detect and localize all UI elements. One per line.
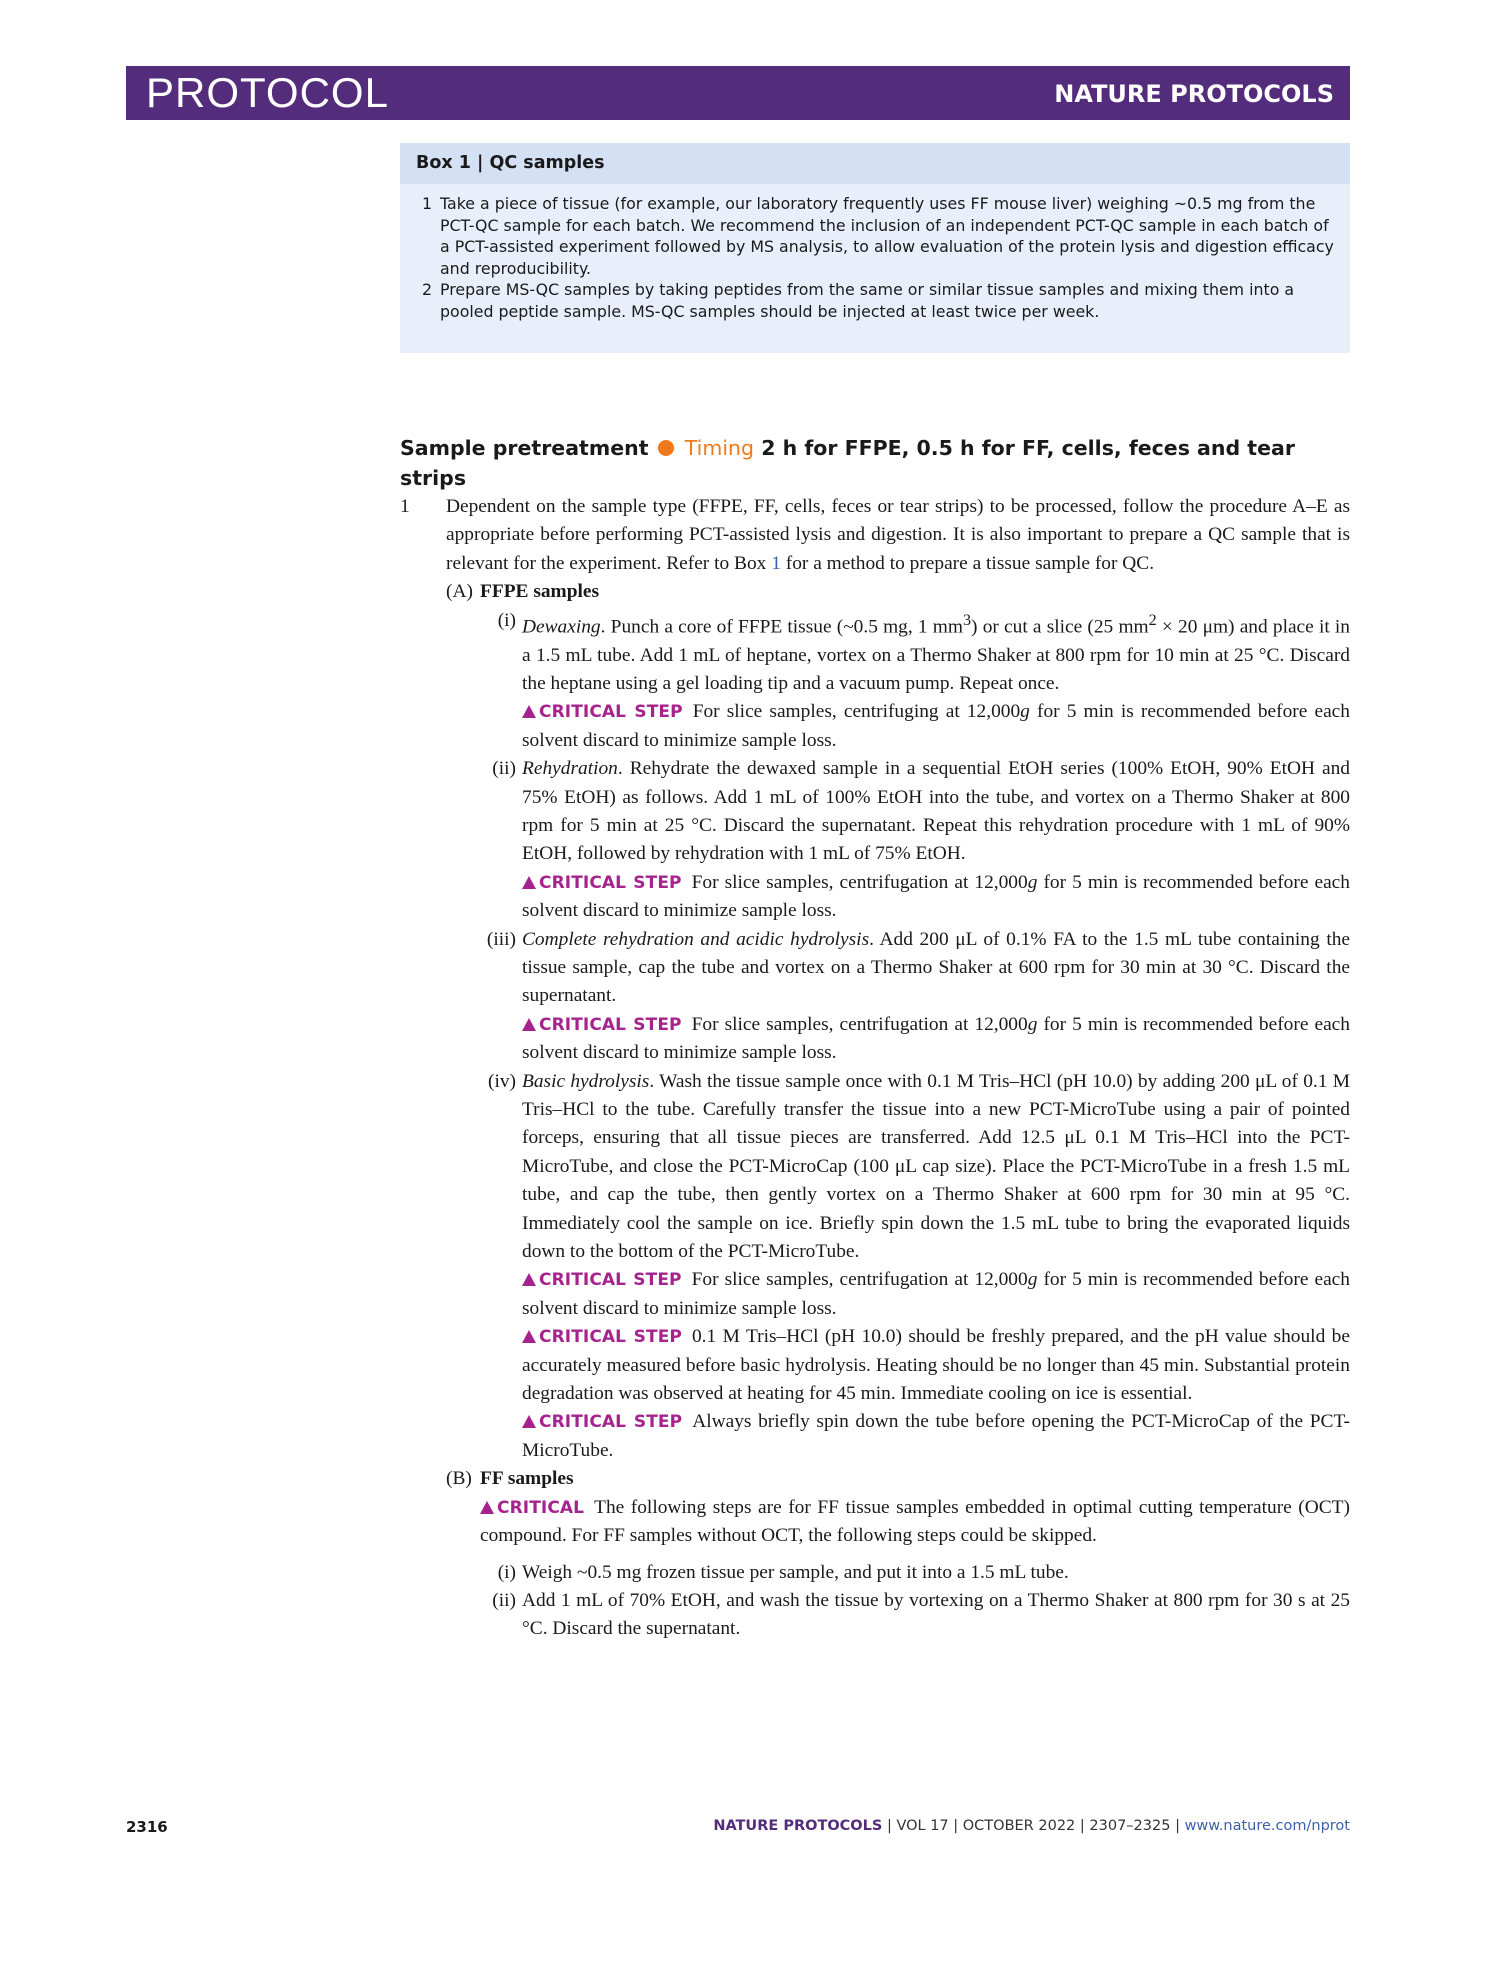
warning-triangle-icon xyxy=(522,1018,536,1031)
critical-text: Always briefly spin down the tube before opening the PCT-MicroCap of the PCT-MicroTube. xyxy=(522,1411,1350,1461)
warning-triangle-icon xyxy=(522,705,536,718)
timing-bullet-icon xyxy=(658,440,674,456)
critical-text: For slice samples, centrifuging at 12,000 xyxy=(692,701,1021,723)
substep-item xyxy=(446,926,1350,1068)
warning-triangle-icon xyxy=(522,1330,536,1343)
item-text: . Wash the tissue sample once with 0.1 M Tris–HCl (pH 10.0) by adding 200 μL of 0.1 M Tris–HCl to the tube. Carefully transfer the tissue into a new PCT-MicroTube using a pair of pointed forceps, ensuring that all tissue pieces are transferred. Add 12.5 μL 0.1 M Tris–HCl into the PCT-MicroTube, and close the PCT-MicroCap (100 μL cap size). Place the PCT-MicroTube in a fresh 1.5 mL tube, and cap the tube, then gently vortex on a Thermo Shaker at 600 rpm for 30 min at 95 °C. Immediately cool the sample on ice. Briefly spin down the 1.5 mL tube to bring the evaporated liquids down to the bottom of the PCT-MicroTube. xyxy=(522,1070,1350,1263)
item-number: (iii) xyxy=(486,928,516,950)
superscript: 2 xyxy=(1148,611,1157,629)
critical-text: For slice samples, centrifugation at 12,000 xyxy=(691,871,1028,893)
item-text: . Add 200 μL of 0.1% FA to the 1.5 mL tube containing the tissue sample, cap the tube and vortex on a Thermo Shaker at 600 rpm for 30 min at 30 °C. Discard the supernatant. xyxy=(522,928,1351,1007)
section-title: Sample pretreatment xyxy=(400,436,649,460)
critical-step-label: CRITICAL STEP xyxy=(522,1412,682,1432)
separator: | xyxy=(886,1818,892,1834)
critical-text: 0.1 M Tris–HCl (pH 10.0) should be freshly prepared, and the pH value should be accurately measured before basic hydrolysis. Heating should be no longer than 45 min. Substantial protein degradation was observed at heating for 45 min. Immediate cooling on ice is essential. xyxy=(522,1326,1350,1405)
warning-triangle-icon xyxy=(522,876,536,889)
substep-label: (B) xyxy=(446,1468,472,1490)
warning-triangle-icon xyxy=(480,1501,494,1514)
procedure-body xyxy=(400,433,1350,1644)
critical-step-label: CRITICAL STEP xyxy=(522,1327,682,1347)
critical-text: For slice samples, centrifugation at 12,000 xyxy=(691,1269,1028,1291)
box-item-number: 2 xyxy=(422,280,433,299)
journal-header-bar xyxy=(126,66,1350,120)
critical-note xyxy=(446,1494,1350,1551)
box-reference-link[interactable]: 1 xyxy=(771,552,781,574)
item-number: (ii) xyxy=(492,758,516,780)
critical-text: for 5 min is recommended before each solvent discard to minimize sample loss. xyxy=(522,1013,1350,1064)
item-number: (ii) xyxy=(492,1589,516,1611)
item-title: Dewaxing xyxy=(522,616,601,638)
box-item-number: 1 xyxy=(422,194,433,213)
item-text: Add 1 mL of 70% EtOH, and wash the tissue by vortexing on a Thermo Shaker at 800 rpm for 30 s at 25 °C. Discard the supernatant. xyxy=(522,1589,1350,1640)
separator: | xyxy=(1175,1818,1180,1834)
substep-label: (A) xyxy=(446,581,473,603)
substep-item xyxy=(446,1559,1350,1587)
substep-heading xyxy=(446,578,1350,606)
item-title: Rehydration xyxy=(522,758,618,780)
critical-step-label: CRITICAL STEP xyxy=(522,702,683,722)
critical-text: For slice samples, centrifugation at 12,000 xyxy=(691,1013,1028,1035)
critical-text: for 5 min is recommended before each solvent discard to minimize sample loss. xyxy=(522,701,1350,751)
substep-title: FF samples xyxy=(480,1468,574,1490)
footer-journal: NATURE PROTOCOLS xyxy=(713,1818,883,1834)
critical-label: CRITICAL xyxy=(480,1498,584,1518)
item-text: Weigh ~0.5 mg frozen tissue per sample, and put it into a 1.5 mL tube. xyxy=(522,1561,1069,1583)
footer-pages: 2307–2325 xyxy=(1089,1818,1171,1834)
unit-g: g xyxy=(1027,1269,1038,1291)
item-title: Basic hydrolysis xyxy=(522,1070,650,1092)
item-number: (iv) xyxy=(488,1070,516,1092)
unit-g: g xyxy=(1027,1013,1038,1035)
step-text: for a method to prepare a tissue sample for QC. xyxy=(780,552,1155,574)
separator: | xyxy=(953,1818,959,1834)
footer-citation xyxy=(713,1818,1350,1834)
item-text: . Rehydrate the dewaxed sample in a sequential EtOH series (100% EtOH, 90% EtOH and 75% EtOH) as follows. Add 1 mL of 100% EtOH into the tube, and vortex on a Thermo Shaker at 800 rpm for 5 min at 25 °C. Discard the supernatant. Repeat this rehydration procedure with 1 mL of 90% EtOH, followed by rehydration with 1 mL of 75% EtOH. xyxy=(522,758,1350,865)
separator: | xyxy=(1079,1818,1085,1834)
spacer xyxy=(446,1551,1350,1559)
critical-step-label: CRITICAL STEP xyxy=(522,873,682,893)
critical-text: The following steps are for FF tissue samples embedded in optimal cutting temperature (OCT) compound. For FF samples without OCT, the following steps could be skipped. xyxy=(480,1496,1350,1547)
page-number: 2316 xyxy=(126,1818,168,1836)
box-item-text: Prepare MS-QC samples by taking peptides from the same or similar tissue samples and mixing them into a pooled peptide sample. MS-QC samples should be injected at least twice per week. xyxy=(440,280,1295,321)
item-text: × 20 μm) and place it in a 1.5 mL tube. Add 1 mL of heptane, vortex on a Thermo Shaker at 800 rpm for 10 min at 25 °C. Discard the heptane using a gel loading tip and a vacuum pump. Repeat once. xyxy=(522,616,1350,694)
footer-date: OCTOBER 2022 xyxy=(962,1818,1076,1834)
timing-label: Timing xyxy=(684,436,755,460)
substep-item xyxy=(446,607,1350,756)
box-list-item xyxy=(414,279,1336,322)
journal-name: NATURE PROTOCOLS xyxy=(1054,80,1334,108)
critical-step-label: CRITICAL STEP xyxy=(522,1270,682,1290)
step-text: Dependent on the sample type (FFPE, FF, cells, feces or tear strips) to be processed, follow the procedure A–E as appropriate before performing PCT-assisted lysis and digestion. It is also important to prepare a QC sample that is relevant for the experiment. Refer to Box xyxy=(446,496,1350,574)
box-list xyxy=(400,184,1350,322)
warning-triangle-icon xyxy=(522,1273,536,1286)
item-text: ) or cut a slice (25 mm xyxy=(971,616,1149,638)
box-list-item xyxy=(414,193,1336,279)
critical-text: for 5 min is recommended before each solvent discard to minimize sample loss. xyxy=(522,871,1350,922)
procedure-step xyxy=(400,493,1350,1644)
substep-item xyxy=(446,1587,1350,1644)
box-item-text: Take a piece of tissue (for example, our laboratory frequently uses FF mouse liver) weighing ~0.5 mg from the PCT-QC sample for each batch. We recommend the inclusion of an independent PCT-QC sample in each batch of a PCT-assisted experiment followed by MS analysis, to allow evaluation of the protein lysis and digestion efficacy and reproducibility. xyxy=(440,194,1334,278)
substep-item xyxy=(446,755,1350,925)
article-type-label: PROTOCOL xyxy=(146,69,389,116)
substep-heading xyxy=(446,1465,1350,1493)
item-number: (i) xyxy=(497,1561,516,1583)
superscript: 3 xyxy=(962,611,972,629)
critical-text: for 5 min is recommended before each solvent discard to minimize sample loss. xyxy=(522,1269,1350,1319)
critical-step-label: CRITICAL STEP xyxy=(522,1015,682,1035)
item-text: . Punch a core of FFPE tissue (~0.5 mg, 1 mm xyxy=(600,616,963,638)
box-title: Box 1 | QC samples xyxy=(400,143,1350,184)
item-title: Complete rehydration and acidic hydrolysis xyxy=(522,928,870,950)
unit-g: g xyxy=(1020,701,1030,723)
footer-url-link[interactable]: www.nature.com/nprot xyxy=(1184,1818,1350,1834)
qc-samples-box xyxy=(400,143,1350,353)
item-number: (i) xyxy=(497,609,516,631)
section-heading xyxy=(400,433,1350,493)
timing-text: 2 h for FFPE, 0.5 h for FF, cells, feces and tear strips xyxy=(400,436,1295,490)
substep-title: FFPE samples xyxy=(480,581,600,603)
footer-volume: VOL 17 xyxy=(896,1818,949,1834)
step-number: 1 xyxy=(400,496,410,517)
substep-item xyxy=(446,1068,1350,1466)
unit-g: g xyxy=(1027,871,1038,893)
warning-triangle-icon xyxy=(522,1415,536,1428)
